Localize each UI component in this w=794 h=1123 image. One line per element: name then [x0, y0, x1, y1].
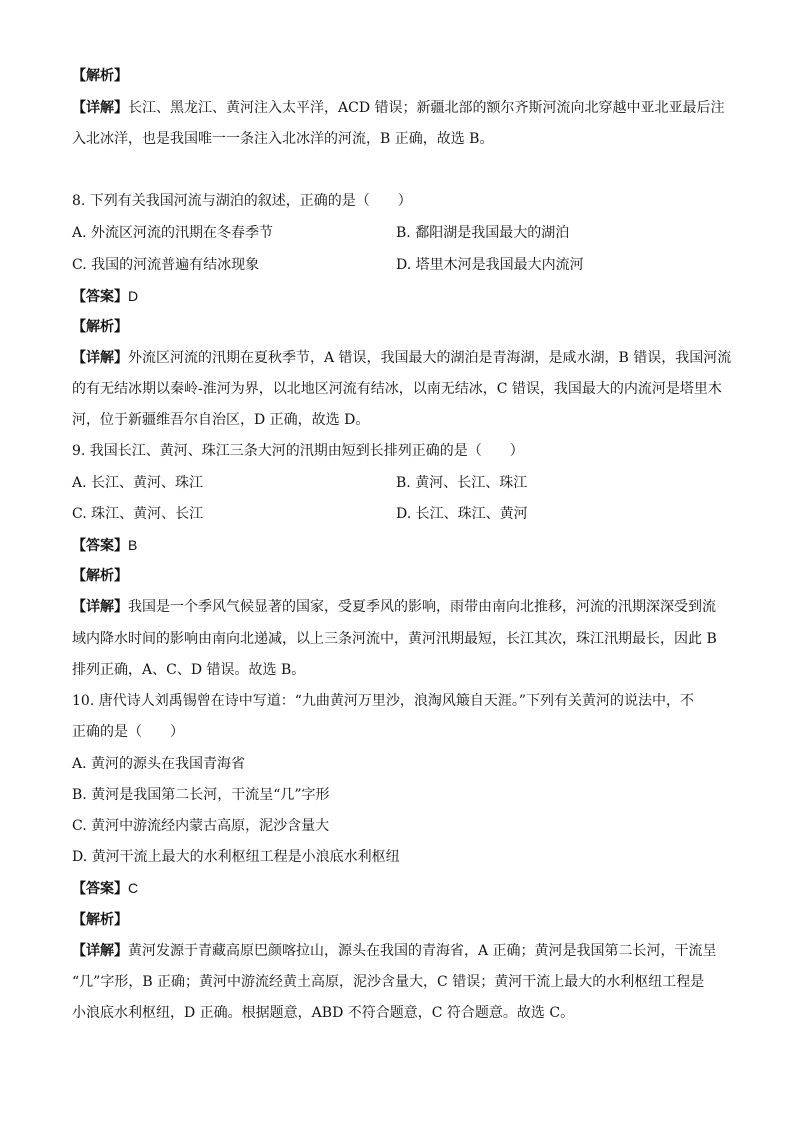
- analysis-label: 【解析】: [72, 568, 128, 584]
- detail-text: 域内降水时间的影响由南向北递减，以上三条河流中，黄河汛期最短，长江其次，珠江汛期最长，因此 B: [72, 631, 717, 647]
- q9-analysis-heading: [72, 566, 724, 586]
- detail-text: 河，位于新疆维吾尔自治区，D 正确，故选 D。: [72, 412, 370, 428]
- analysis-label: 【解析】: [72, 912, 128, 928]
- option-text: A. 长江、黄河、珠江: [72, 475, 204, 491]
- option-text: C. 珠江、黄河、长江: [72, 506, 204, 522]
- question-stem: 9. 我国长江、黄河、珠江三条大河的汛期由短到长排列正确的是（ ）: [72, 443, 524, 459]
- q10-option-b: [72, 785, 724, 805]
- answer-label: 【答案】: [72, 881, 128, 897]
- q8-option-b: [396, 223, 726, 243]
- question-stem: 正确的是（ ）: [72, 724, 184, 740]
- q8-detail-line-2: [72, 379, 724, 399]
- q9-option-d: [396, 504, 726, 524]
- q8-analysis-heading: [72, 317, 724, 337]
- q7-detail-line-2: [72, 129, 724, 149]
- q10-detail-line-3: [72, 1003, 724, 1023]
- answer-label: 【答案】: [72, 538, 128, 554]
- detail-text: 外流区河流的汛期在夏秋季节，A 错误，我国最大的湖泊是青海湖，是咸水湖，B 错误，我国河流: [128, 350, 732, 366]
- q10-stem-line-2: [72, 722, 724, 742]
- analysis-label: 【解析】: [72, 68, 128, 84]
- q8-detail-line-1: [72, 348, 732, 368]
- q10-detail-line-1: [72, 941, 724, 961]
- question-stem: 10. 唐代诗人刘禹锡曾在诗中写道：“九曲黄河万里沙，浪淘风簸自天涯。”下列有关黄河的说法中，不: [72, 693, 695, 709]
- detail-label: 【详解】: [72, 943, 128, 959]
- detail-text: 长江、黑龙江、黄河注入太平洋，ACD 错误；新疆北部的额尔齐斯河流向北穿越中亚北亚最后注: [128, 100, 725, 116]
- detail-label: 【详解】: [72, 599, 128, 615]
- q10-analysis-heading: [72, 910, 724, 930]
- q10-answer: [72, 878, 724, 899]
- q10-option-a: [72, 754, 724, 774]
- q8-option-d: [396, 255, 726, 275]
- detail-text: 入北冰洋，也是我国唯一一条注入北冰洋的河流，B 正确，故选 B。: [72, 131, 494, 147]
- detail-text: 排列正确，A、C、D 错误。故选 B。: [72, 662, 306, 678]
- detail-text: 黄河发源于青藏高原巴颜喀拉山，源头在我国的青海省，A 正确；黄河是我国第二长河，干流呈: [128, 943, 717, 959]
- detail-text: 我国是一个季风气候显著的国家，受夏季风的影响，雨带由南向北推移，河流的汛期深深受到流: [128, 599, 716, 615]
- q7-detail-line-1: [72, 98, 724, 118]
- q9-detail-line-2: [72, 629, 724, 649]
- answer-label: 【答案】: [72, 289, 128, 305]
- option-text: A. 外流区河流的汛期在冬春季节: [72, 225, 274, 241]
- analysis-label: 【解析】: [72, 319, 128, 335]
- detail-label: 【详解】: [72, 100, 128, 116]
- q8-detail-line-3: [72, 410, 724, 430]
- q9-detail-line-1: [72, 597, 724, 617]
- option-text: B. 黄河是我国第二长河，干流呈“几”字形: [72, 787, 330, 803]
- option-text: C. 黄河中游流经内蒙古高原，泥沙含量大: [72, 818, 330, 834]
- q9-detail-line-3: [72, 660, 724, 680]
- q8-stem: [72, 191, 724, 211]
- answer-value: B: [128, 537, 138, 553]
- q9-stem: [72, 441, 724, 461]
- option-text: A. 黄河的源头在我国青海省: [72, 756, 246, 772]
- q9-option-b: [396, 473, 726, 493]
- q10-option-d: [72, 847, 724, 867]
- detail-text: 的有无结冰期以秦岭-淮河为界，以北地区河流有结冰，以南无结冰，C 错误，我国最大的内流河是塔里木: [72, 381, 722, 397]
- q8-answer: [72, 286, 724, 307]
- q7-analysis-heading: [72, 66, 724, 86]
- answer-value: C: [128, 880, 139, 896]
- option-text: D. 长江、珠江、黄河: [396, 506, 528, 522]
- q10-detail-line-2: [72, 972, 724, 992]
- option-text: D. 塔里木河是我国最大内流河: [396, 257, 584, 273]
- option-text: C. 我国的河流普遍有结冰现象: [72, 257, 260, 273]
- detail-text: 小浪底水利枢纽，D 正确。根据题意，ABD 不符合题意，C 符合题意。故选 C。: [72, 1005, 575, 1021]
- question-stem: 8. 下列有关我国河流与湖泊的叙述，正确的是（ ）: [72, 193, 412, 209]
- answer-value: D: [128, 288, 139, 304]
- option-text: D. 黄河干流上最大的水利枢纽工程是小浪底水利枢纽: [72, 849, 400, 865]
- detail-label: 【详解】: [72, 350, 128, 366]
- option-text: B. 鄱阳湖是我国最大的湖泊: [396, 225, 570, 241]
- q9-answer: [72, 535, 724, 556]
- detail-text: “几”字形，B 正确；黄河中游流经黄土高原，泥沙含量大，C 错误；黄河干流上最大的水利枢纽工程是: [72, 974, 705, 990]
- q10-stem-line-1: [72, 691, 724, 711]
- option-text: B. 黄河、长江、珠江: [396, 475, 528, 491]
- q10-option-c: [72, 816, 724, 836]
